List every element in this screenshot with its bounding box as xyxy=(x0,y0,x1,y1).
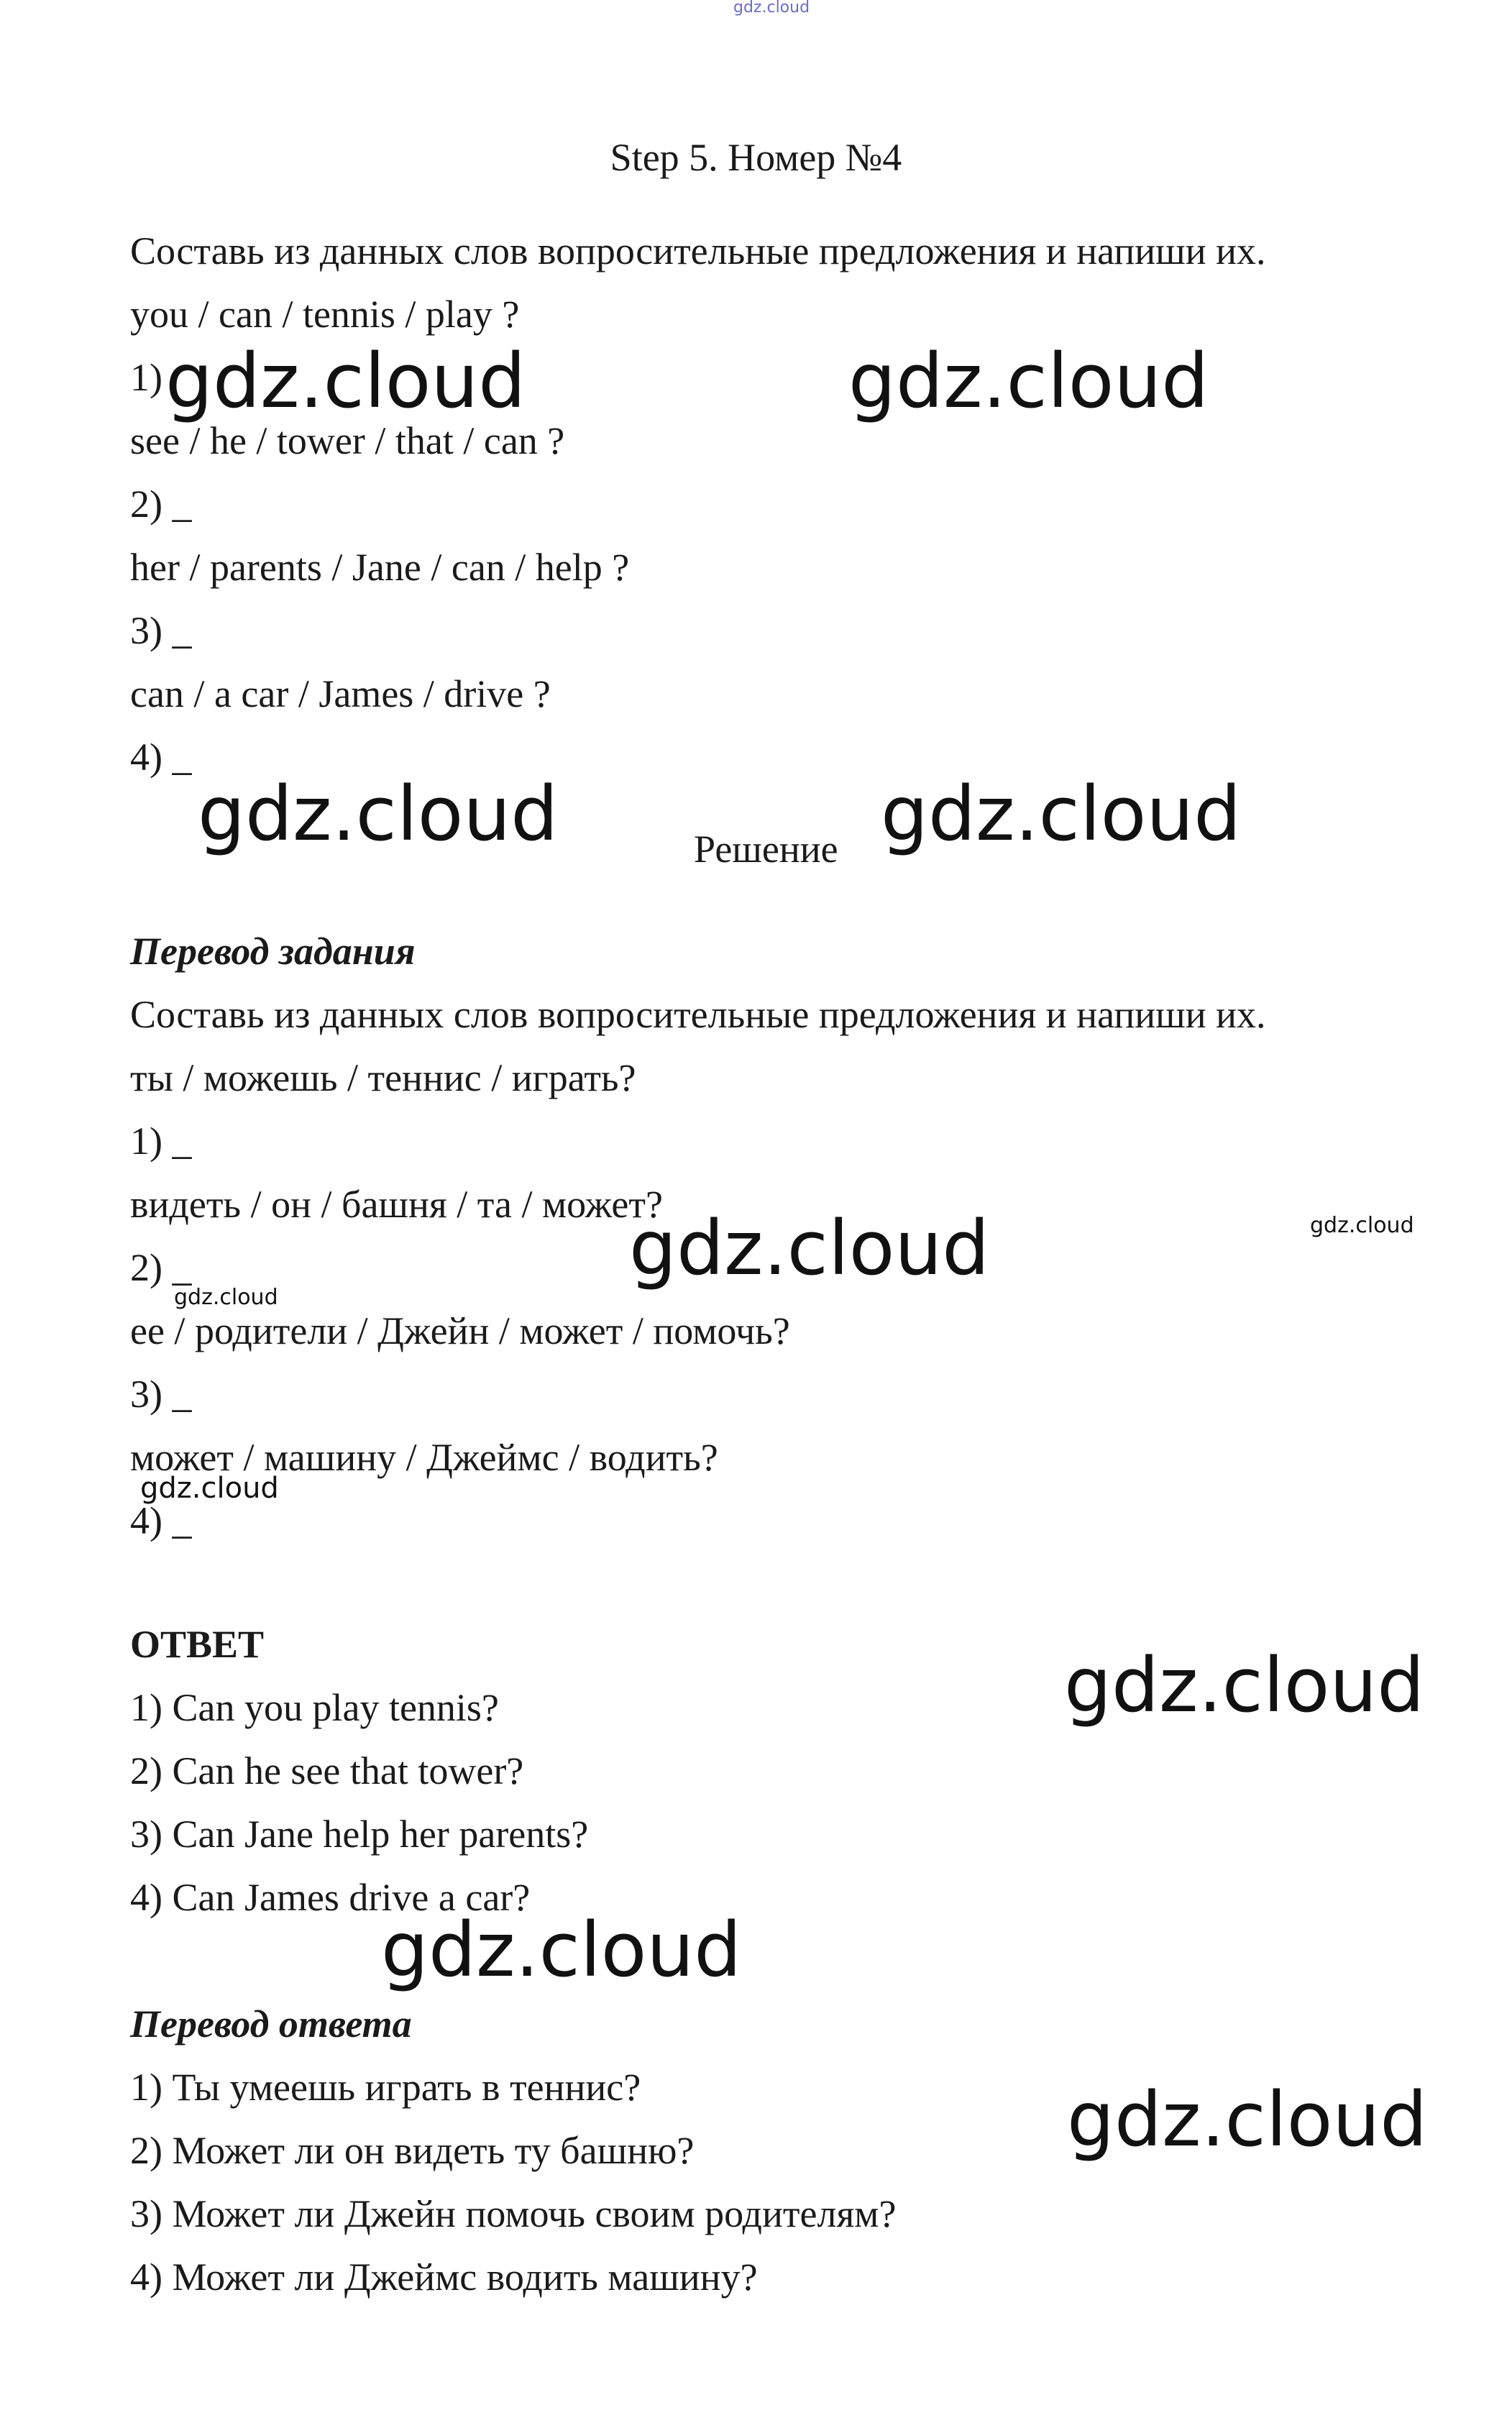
watermark: gdz.cloud xyxy=(1310,1213,1414,1238)
watermark: gdz.cloud xyxy=(140,1472,279,1505)
watermark: gdz.cloud xyxy=(881,770,1242,858)
task-item-4-number: 4) _ xyxy=(130,736,192,779)
translation-instruction: Составь из данных слов вопросительные предложения и напиши их. xyxy=(130,993,1266,1036)
translation-item-2-words: видеть / он / башня / та / может? xyxy=(130,1183,663,1226)
answer-translation-item-1: 1) Ты умеешь играть в теннис? xyxy=(130,2066,641,2109)
answer-item-4: 4) Can James drive a car? xyxy=(130,1876,531,1919)
translation-item-1-words: ты / можешь / теннис / играть? xyxy=(130,1056,636,1099)
answer-translation-heading: Перевод ответа xyxy=(130,2002,412,2046)
solution-label: Решение xyxy=(694,828,838,871)
answer-translation-item-2: 2) Может ли он видеть ту башню? xyxy=(130,2129,695,2172)
task-item-1-words: you / can / tennis / play ? xyxy=(130,293,520,336)
answer-translation-item-4: 4) Может ли Джеймс водить машину? xyxy=(130,2255,758,2299)
task-item-1-number: 1) xyxy=(130,356,162,399)
translation-item-2-number: 2) _ xyxy=(130,1246,192,1289)
task-item-3-words: her / parents / Jane / can / help ? xyxy=(130,546,630,589)
task-item-3-number: 3) _ xyxy=(130,609,192,652)
translation-item-3-words: ее / родители / Джейн / может / помочь? xyxy=(130,1309,790,1352)
watermark: gdz.cloud xyxy=(198,770,559,858)
watermark: gdz.cloud xyxy=(381,1906,742,1994)
watermark: gdz.cloud xyxy=(165,337,526,425)
watermark: gdz.cloud xyxy=(1067,2076,1428,2163)
top-watermark: gdz.cloud xyxy=(733,0,810,17)
watermark: gdz.cloud xyxy=(174,1285,278,1310)
answer-item-3: 3) Can Jane help her parents? xyxy=(130,1813,589,1856)
page-title: Step 5. Номер №4 xyxy=(610,136,902,179)
answer-translation-item-3: 3) Может ли Джейн помочь своим родителям? xyxy=(130,2192,897,2235)
watermark: gdz.cloud xyxy=(629,1204,990,1292)
task-item-4-words: can / a car / James / drive ? xyxy=(130,672,551,715)
translation-item-4-number: 4) _ xyxy=(130,1499,192,1542)
task-item-2-words: see / he / tower / that / can ? xyxy=(130,419,565,462)
task-item-2-number: 2) _ xyxy=(130,482,192,526)
translation-item-4-words: может / машину / Джеймс / водить? xyxy=(130,1436,718,1479)
translation-heading: Перевод задания xyxy=(130,930,416,973)
answer-heading: ОТВЕТ xyxy=(130,1623,265,1666)
task-instruction: Составь из данных слов вопросительные предложения и напиши их. xyxy=(130,229,1266,272)
translation-item-3-number: 3) _ xyxy=(130,1373,192,1416)
watermark: gdz.cloud xyxy=(1064,1641,1425,1729)
translation-item-1-number: 1) _ xyxy=(130,1119,192,1163)
answer-item-2: 2) Can he see that tower? xyxy=(130,1749,524,1792)
answer-item-1: 1) Can you play tennis? xyxy=(130,1686,499,1729)
watermark: gdz.cloud xyxy=(848,337,1209,425)
